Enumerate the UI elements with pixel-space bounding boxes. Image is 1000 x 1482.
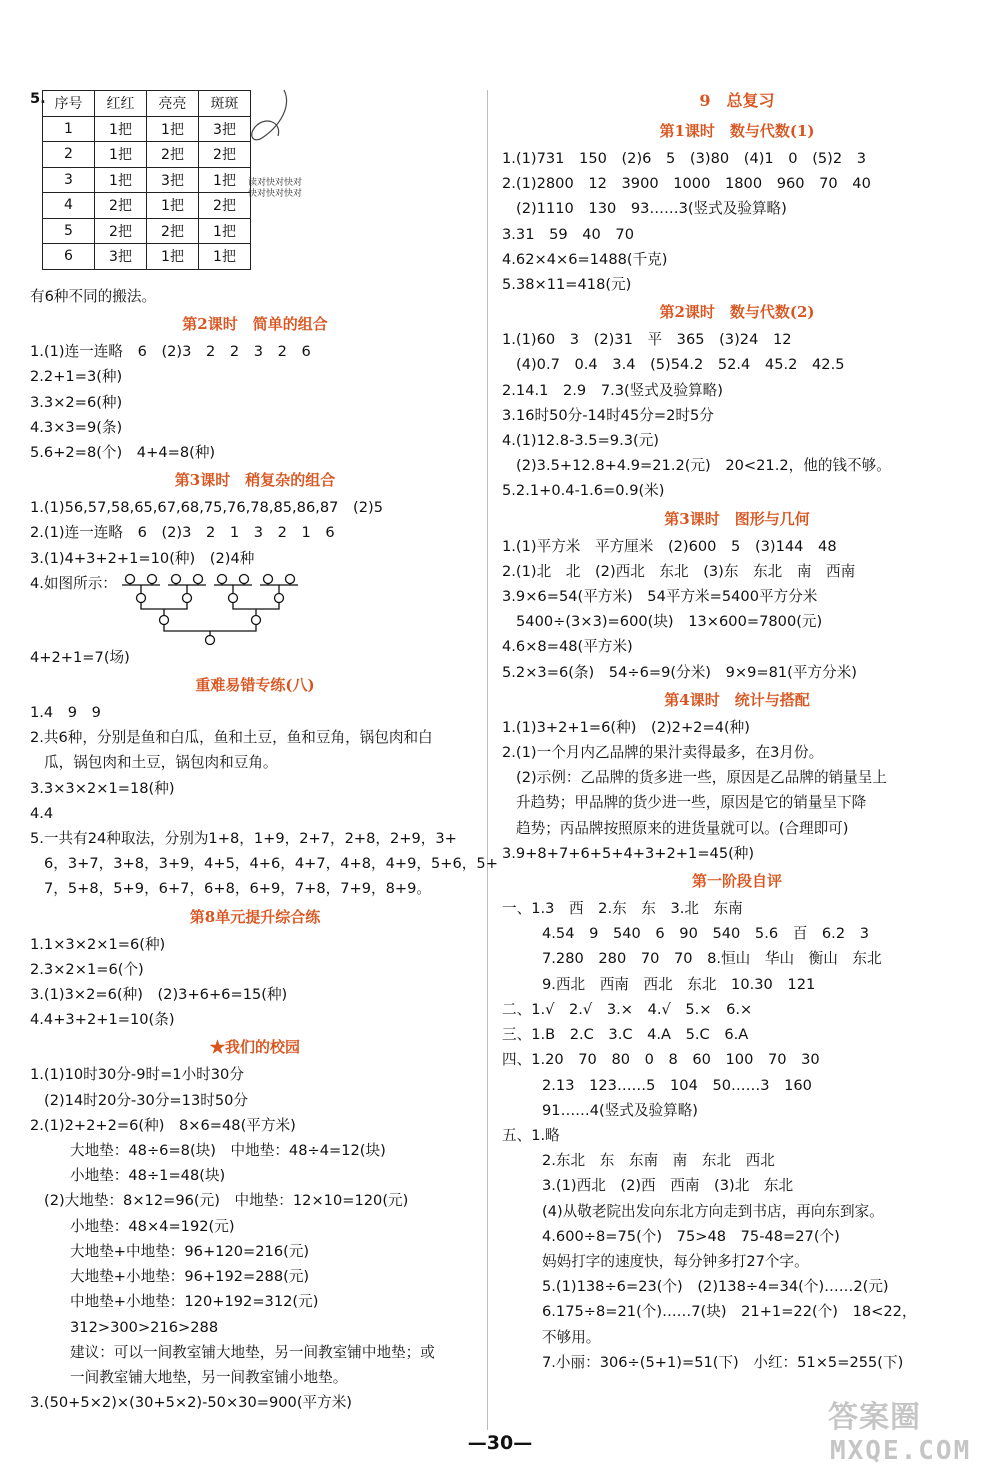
section-heading: 第3课时 稍复杂的组合: [174, 471, 336, 490]
table-cell: 1把: [199, 167, 251, 193]
answer-line: 4.600÷8=75(个) 75>48 75-48=27(个): [542, 1227, 840, 1245]
table-header: 亮亮: [147, 91, 199, 117]
answer-line: 2.(1)连一连略 6 (2)3 2 1 3 2 1 6: [30, 524, 335, 542]
answer-line: 中地垫+小地垫：120+192=312(元): [70, 1293, 319, 1311]
answer-line: 4.(1)12.8-3.5=9.3(元): [502, 432, 659, 450]
answer-line: 小地垫：48×4=192(元): [70, 1217, 235, 1235]
watermark-text: 答案圈: [828, 1400, 921, 1435]
answer-line: 5.2.1+0.4-1.6=0.9(米): [502, 482, 665, 500]
answer-line: 五、1.略: [502, 1126, 560, 1144]
answer-line: (2)3.5+12.8+4.9=21.2(元) 20<21.2，他的钱不够。: [516, 457, 891, 475]
table-row: [43, 116, 251, 142]
answer-line: (2)14时20分-30分=13时50分: [44, 1091, 248, 1109]
table-cell: 1把: [95, 167, 147, 193]
table-cell: 1把: [95, 142, 147, 168]
answer-line: 5.6+2=8(个) 4+4=8(种): [30, 444, 216, 462]
answer-line: 不够用。: [542, 1328, 601, 1346]
answer-line: (4)0.7 0.4 3.4 (5)54.2 52.4 45.2 42.5: [516, 356, 845, 374]
answer-line: 大地垫+小地垫：96+192=288(元): [70, 1268, 310, 1286]
section-heading: 第一阶段自评: [691, 872, 782, 891]
table-cell: 2把: [95, 193, 147, 219]
pen-mark-icon: [222, 86, 302, 166]
answer-line: 3.9+8+7+6+5+4+3+2+1=45(种): [502, 844, 755, 862]
answer-line: 3.16时50分-14时45分=2时5分: [502, 406, 714, 424]
answer-line: 5.2×3=6(条) 54÷6=9(分米) 9×9=81(平方分米): [502, 663, 857, 681]
chapter-heading: 9 总复习: [699, 91, 775, 110]
answer-line: 5.38×11=418(元): [502, 276, 632, 294]
table-cell: 3: [43, 167, 95, 193]
answer-line: 3.3×2=6(种): [30, 393, 123, 411]
table-cell: 1把: [95, 116, 147, 142]
answer-line: 3.(1)3×2=6(种) (2)3+6+6=15(种): [30, 986, 288, 1004]
table-cell: 2把: [147, 142, 199, 168]
answer-line: 4.62×4×6=1488(千克): [502, 250, 668, 268]
section-heading: 第2课时 数与代数(2): [659, 303, 815, 322]
table-cell: 2把: [147, 218, 199, 244]
tournament-tree-diagram: [30, 571, 480, 645]
handwritten-scribble: [248, 178, 302, 200]
answer-line: 1.1×3×2×1=6(种): [30, 935, 166, 953]
answer-line: 二、1.√ 2.√ 3.× 4.√ 5.× 6.×: [502, 1000, 753, 1018]
answer-line: 3.9×6=54(平方米) 54平方米=5400平方分米: [502, 588, 818, 606]
right-column: [502, 86, 972, 1375]
table-cell: 3把: [199, 116, 251, 142]
answer-line: 1.(1)平方米 平方厘米 (2)600 5 (3)144 48: [502, 537, 837, 555]
answer-line: 瓜，锅包肉和土豆，锅包肉和豆角。: [44, 754, 278, 772]
table-cell: 2把: [199, 193, 251, 219]
answer-line: 4.4+3+2+1=10(条): [30, 1011, 175, 1029]
answer-line: 1.(1)56,57,58,65,67,68,75,76,78,85,86,87 (2)5: [30, 499, 384, 517]
answer-line: 3.(1)4+3+2+1=10(种) (2)4种: [30, 549, 255, 567]
section-heading: 第1课时 数与代数(1): [659, 122, 815, 140]
answer-line: 4.54 9 540 6 90 540 5.6 百 6.2 3: [542, 925, 869, 943]
table-cell: 2把: [95, 218, 147, 244]
arrangement-table: [42, 90, 251, 270]
section-heading: 第4课时 统计与搭配: [664, 690, 810, 709]
answer-line: 1.(1)连一连略 6 (2)3 2 2 3 2 6: [30, 343, 311, 361]
answer-line: 妈妈打字的速度快，每分钟多打27个字。: [542, 1252, 809, 1270]
answer-line: 312>300>216>288: [70, 1318, 219, 1336]
answer-line: 1.(1)10时30分-9时=1小时30分: [30, 1066, 244, 1084]
answer-line: 5.一共有24种取法，分别为1+8，1+9，2+7，2+8，2+9，3+: [30, 830, 457, 848]
section-heading: 重难易错专练(八): [195, 676, 315, 695]
tree-label: 4.如图所示：: [30, 574, 117, 592]
answer-line: 4.3×3=9(条): [30, 418, 123, 436]
answer-line: 3.(50+5×2)×(30+5×2)-50×30=900(平方米): [30, 1394, 353, 1412]
answer-line: 5.(1)138÷6=23(个) (2)138÷4=34(个)……2(元): [542, 1278, 889, 1296]
tree-diagram-icon: [118, 573, 348, 645]
answer-line: 大地垫+中地垫：96+120=216(元): [70, 1242, 310, 1260]
answer-line: 3.31 59 40 70: [502, 225, 634, 243]
answer-line: 2.(1)北 北 (2)西北 东北 (3)东 东北 南 西南: [502, 562, 856, 580]
answer-line: 2.14.1 2.9 7.3(竖式及验算略): [502, 381, 723, 399]
table-cell: 1把: [199, 244, 251, 270]
left-column: [30, 86, 498, 1415]
answer-line: 2.3×2×1=6(个): [30, 960, 144, 978]
section-heading: 第8单元提升综合练: [189, 907, 321, 926]
section-heading: 第2课时 简单的组合: [182, 315, 328, 334]
question-number: 5.: [30, 90, 46, 107]
table-cell: 1把: [199, 218, 251, 244]
answer-line: 大地垫：48÷6=8(块) 中地垫：48÷4=12(块): [70, 1142, 386, 1160]
table-cell: 2把: [199, 142, 251, 168]
answer-line: 6.175÷8=21(个)……7(块) 21+1=22(个) 18<22，: [542, 1303, 917, 1321]
answer-line: (2)大地垫：8×12=96(元) 中地垫：12×10=120(元): [44, 1192, 409, 1210]
table-cell: 6: [43, 244, 95, 270]
answer-line: 一、1.3 西 2.东 东 3.北 东南: [502, 900, 743, 918]
table-header: 斑斑: [199, 91, 251, 117]
table-cell: 2: [43, 142, 95, 168]
table-cell: 1把: [147, 116, 199, 142]
answer-line: 91……4(竖式及验算略): [542, 1101, 698, 1119]
answer-line: 2.13 123……5 104 50……3 160: [542, 1076, 812, 1094]
answer-line: 一间教室铺大地垫，另一间教室铺小地垫。: [70, 1368, 348, 1386]
answer-line: 7，5+8，5+9，6+7，6+8，6+9，7+8，7+9，8+9。: [44, 880, 432, 898]
table-cell: 3把: [95, 244, 147, 270]
scribble-line: 读对快对快对: [248, 178, 303, 188]
watermark-url: MXQE.COM: [830, 1436, 972, 1466]
scribble-line: 快对快对快对: [248, 189, 303, 199]
table-row: [43, 142, 251, 168]
answer-line: 9.西北 西南 西北 东北 10.30 121: [542, 975, 816, 993]
table-header: 红红: [95, 91, 147, 117]
answer-line: 2.(1)2+2+2=6(种) 8×6=48(平方米): [30, 1116, 296, 1134]
answer-line: 7.小丽：306÷(5+1)=51(下) 小红：51×5=255(下): [542, 1353, 904, 1371]
table-cell: 1把: [147, 244, 199, 270]
table-row: [43, 244, 251, 270]
answer-line: 三、1.B 2.C 3.C 4.A 5.C 6.A: [502, 1026, 749, 1044]
answer-line: 4.4: [30, 804, 54, 822]
answer-line: 升趋势；甲品牌的货少进一些，原因是它的销量呈下降: [516, 794, 867, 812]
table-cell: 3把: [147, 167, 199, 193]
answer-line: 2.2+1=3(种): [30, 368, 123, 386]
answer-line: 有6种不同的搬法。: [30, 288, 157, 305]
answer-line: 1.(1)60 3 (2)31 平 365 (3)24 12: [502, 331, 792, 349]
answer-line: 6，3+7，3+8，3+9，4+5，4+6，4+7，4+8，4+9，5+6，5+: [44, 855, 498, 873]
watermark-logo: [826, 1392, 986, 1474]
answer-line: 2.(1)2800 12 3900 1000 1800 960 70 40: [502, 175, 871, 193]
answer-line: 1.4 9 9: [30, 704, 101, 722]
answer-line: 3.3×3×2×1=18(种): [30, 779, 175, 797]
answer-line: 4+2+1=7(场): [30, 648, 130, 666]
answer-line: 1.(1)3+2+1=6(种) (2)2+2=4(种): [502, 718, 750, 736]
table-cell: 1把: [147, 193, 199, 219]
table-cell: 1: [43, 116, 95, 142]
answer-line: 2.(1)一个月内乙品牌的果汁卖得最多，在3月份。: [502, 744, 824, 762]
answer-line: 四、1.20 70 80 0 8 60 100 70 30: [502, 1051, 820, 1069]
answer-line: (2)1110 130 93……3(竖式及验算略): [516, 200, 787, 218]
answer-line: 3.(1)西北 (2)西 西南 (3)北 东北: [542, 1177, 794, 1195]
answer-line: (4)从敬老院出发向东北方向走到书店，再向东到家。: [542, 1202, 884, 1220]
answer-line: 4.6×8=48(平方米): [502, 638, 633, 656]
answer-line: 5400÷(3×3)=600(块) 13×600=7800(元): [516, 613, 823, 631]
column-divider: [487, 90, 488, 1430]
table-header-row: [43, 91, 251, 117]
table-cell: 4: [43, 193, 95, 219]
table-row: [43, 218, 251, 244]
section-heading: ★我们的校园: [209, 1038, 300, 1057]
table-cell: 5: [43, 218, 95, 244]
section-heading: 第3课时 图形与几何: [664, 509, 810, 528]
answer-line: 趋势；丙品牌按照原来的进货量就可以。(合理即可): [516, 819, 849, 837]
answer-line: 2.东北 东 东南 南 东北 西北: [542, 1152, 775, 1170]
table-header: 序号: [43, 91, 95, 117]
table-row: [43, 167, 251, 193]
table-row: [43, 193, 251, 219]
answer-line: (2)示例：乙品牌的货多进一些，原因是乙品牌的销量呈上: [516, 769, 887, 787]
answer-line: 2.共6种，分别是鱼和白瓜，鱼和土豆，鱼和豆角，锅包肉和白: [30, 729, 433, 747]
arrangement-table-block: [30, 86, 480, 284]
answer-line: 1.(1)731 150 (2)6 5 (3)80 (4)1 0 (5)2 3: [502, 150, 867, 167]
answer-line: 小地垫：48÷1=48(块): [70, 1167, 226, 1185]
page-number: —30—: [467, 1432, 533, 1454]
answer-line: 建议：可以一间教室铺大地垫，另一间教室铺中地垫；或: [70, 1343, 435, 1361]
answer-line: 7.280 280 70 70 8.恒山 华山 衡山 东北: [542, 950, 882, 968]
